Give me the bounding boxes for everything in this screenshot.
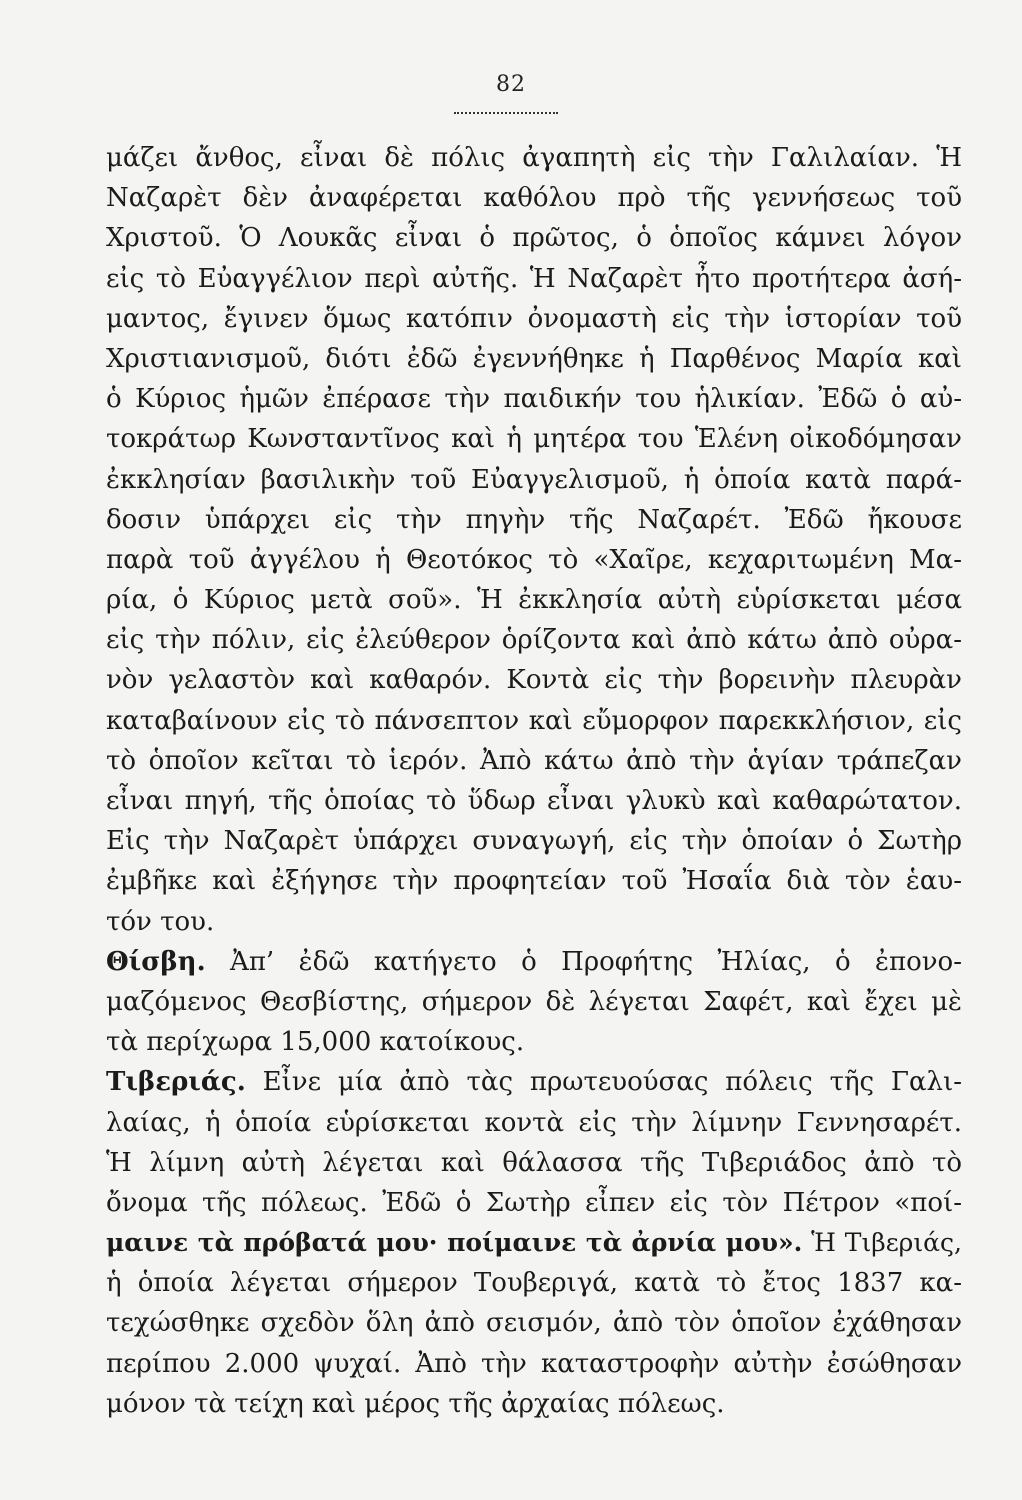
text-line: [106, 701, 962, 741]
text-line: [106, 781, 962, 821]
line-text: Εἰς τὴν Ναζαρὲτ ὑπάρχει συναγωγή, εἰς τὴν ὁποίαν ὁ Σωτὴρ: [106, 826, 962, 857]
line-text: περίπου 2.000 ψυχαί. Ἀπὸ τὴν καταστροφὴν αὐτὴν ἐσώθησαν: [106, 1348, 962, 1379]
text-line: [106, 339, 962, 379]
line-text: ἐμβῆκε καὶ ἐξήγησε τὴν προφητείαν τοῦ Ἠσαΐα διὰ τὸν ἑαυ-: [106, 866, 962, 897]
text-line: [106, 259, 962, 299]
line-text: ἐκκλησίαν βασιλικὴν τοῦ Εὐαγγελισμοῦ, ἡ ὁποία κατὰ παρά-: [106, 464, 962, 495]
page-number-rule: [454, 112, 558, 114]
line-text: Χριστιανισμοῦ, διότι ἐδῶ ἐγεννήθηκε ἡ Παρθένος Μαρία καὶ: [106, 343, 962, 374]
text-line: [106, 821, 962, 861]
text-line: [106, 1223, 962, 1263]
text-line: [106, 982, 962, 1022]
text-line: [106, 1344, 962, 1384]
text-line: [106, 1062, 962, 1102]
text-line: [106, 419, 962, 459]
line-text: παρὰ τοῦ ἀγγέλου ἡ Θεοτόκος τὸ «Χαῖρε, κεχαριτωμένη Μα-: [106, 544, 962, 575]
line-text: νὸν γελαστὸν καὶ καθαρόν. Κοντὰ εἰς τὴν βορεινὴν πλευρὰν: [106, 665, 962, 696]
text-line: [106, 660, 962, 700]
line-text: Ναζαρὲτ δὲν ἀναφέρεται καθόλου πρὸ τῆς γεννήσεως τοῦ: [106, 183, 962, 214]
text-line: [106, 620, 962, 660]
line-text: εἰς τὴν πόλιν, εἰς ἐλεύθερον ὁρίζοντα καὶ ἀπὸ κάτω ἀπὸ οὐρα-: [106, 625, 962, 656]
text-line: [106, 1263, 962, 1303]
line-text: μαντος, ἔγινεν ὅμως κατόπιν ὀνομαστὴ εἰς τὴν ἱστορίαν τοῦ: [106, 303, 962, 334]
text-line: [106, 1384, 962, 1424]
text-line: [106, 741, 962, 781]
text-line: [106, 1103, 962, 1143]
text-line: [106, 460, 962, 500]
line-text: τεχώσθηκε σχεδὸν ὅλη ἀπὸ σεισμόν, ἀπὸ τὸν ὁποῖον ἐχάθησαν: [106, 1308, 962, 1339]
line-text: τοκράτωρ Κωνσταντῖνος καὶ ἡ μητέρα του Ἑλένη οἰκοδόμησαν: [106, 424, 962, 455]
line-text: ἡ ὁποία λέγεται σήμερον Τουβεριγά, κατὰ τὸ ἔτος 1837 κα-: [106, 1268, 962, 1299]
text-line: [106, 379, 962, 419]
line-text: λαίας, ἡ ὁποία εὑρίσκεται κοντὰ εἰς τὴν λίμνην Γεννησαρέτ.: [106, 1107, 962, 1138]
text-line: [106, 178, 962, 218]
line-text: εἶναι πηγή, τῆς ὁποίας τὸ ὕδωρ εἶναι γλυκὺ καὶ καθαρώτατον.: [106, 786, 962, 816]
line-text: μαζόμενος Θεσβίστης, σήμερον δὲ λέγεται Σαφέτ, καὶ ἔχει μὲ: [106, 986, 962, 1017]
line-text: ὁ Κύριος ἡμῶν ἐπέρασε τὴν παιδικήν του ἡλικίαν. Ἐδῶ ὁ αὐ-: [106, 384, 962, 415]
line-text: ὄνομα τῆς πόλεως. Ἐδῶ ὁ Σωτὴρ εἶπεν εἰς τὸν Πέτρον «ποί-: [106, 1187, 962, 1218]
text-line: [106, 299, 962, 339]
line-text: Ἡ Τιβεριάς,: [802, 1228, 962, 1258]
text-line: [106, 1022, 962, 1062]
text-line: [106, 580, 962, 620]
page-number: 82: [496, 72, 526, 97]
line-text: καταβαίνουν εἰς τὸ πάνσεπτον καὶ εὔμορφον παρεκκλήσιον, εἰς: [106, 705, 962, 736]
line-text: μάζει ἄνθος, εἶναι δὲ πόλις ἀγαπητὴ εἰς τὴν Γαλιλαίαν. Ἡ: [106, 143, 962, 173]
text-line: [106, 902, 962, 942]
line-text: τὰ περίχωρα 15,000 κατοίκους.: [106, 1027, 525, 1058]
line-text: Εἶνε μία ἀπὸ τὰς πρωτευούσας πόλεις τῆς Γαλι-: [245, 1067, 962, 1098]
bold-heading: μαινε τὰ πρόβατά μου· ποίμαινε τὰ ἀρνία μου».: [106, 1228, 803, 1258]
line-text: Ἀπ’ ἐδῶ κατήγετο ὁ Προφήτης Ἠλίας, ὁ ἐπονο-: [205, 946, 962, 977]
line-text: μόνον τὰ τείχη καὶ μέρος τῆς ἀρχαίας πόλεως.: [106, 1388, 725, 1419]
text-line: [106, 500, 962, 540]
bold-heading: Θίσβη.: [106, 946, 206, 977]
text-line: [106, 1143, 962, 1183]
line-text: Ἡ λίμνη αὐτὴ λέγεται καὶ θάλασσα τῆς Τιβεριάδος ἀπὸ τὸ: [106, 1147, 962, 1178]
line-text: τὸ ὁποῖον κεῖται τὸ ἱερόν. Ἀπὸ κάτω ἀπὸ τὴν ἁγίαν τράπεζαν: [106, 745, 962, 776]
line-text: τόν του.: [106, 906, 215, 937]
line-text: Χριστοῦ. Ὁ Λουκᾶς εἶναι ὁ πρῶτος, ὁ ὁποῖος κάμνει λόγον: [106, 223, 962, 254]
text-line: [106, 540, 962, 580]
line-text: εἰς τὸ Εὐαγγέλιον περὶ αὐτῆς. Ἡ Ναζαρὲτ ἦτο προτήτερα ἀσή-: [106, 263, 962, 294]
text-line: [106, 218, 962, 258]
text-line: [106, 1303, 962, 1343]
line-text: ρία, ὁ Κύριος μετὰ σοῦ». Ἡ ἐκκλησία αὐτὴ εὑρίσκεται μέσα: [106, 585, 962, 616]
line-text: δοσιν ὑπάρχει εἰς τὴν πηγὴν τῆς Ναζαρέτ. Ἐδῶ ἤκουσε: [106, 504, 962, 535]
bold-heading: Τιβεριάς.: [106, 1067, 246, 1098]
text-line: [106, 138, 962, 178]
body-text: [106, 138, 962, 1424]
text-line: [106, 861, 962, 901]
text-line: [106, 942, 962, 982]
text-line: [106, 1183, 962, 1223]
